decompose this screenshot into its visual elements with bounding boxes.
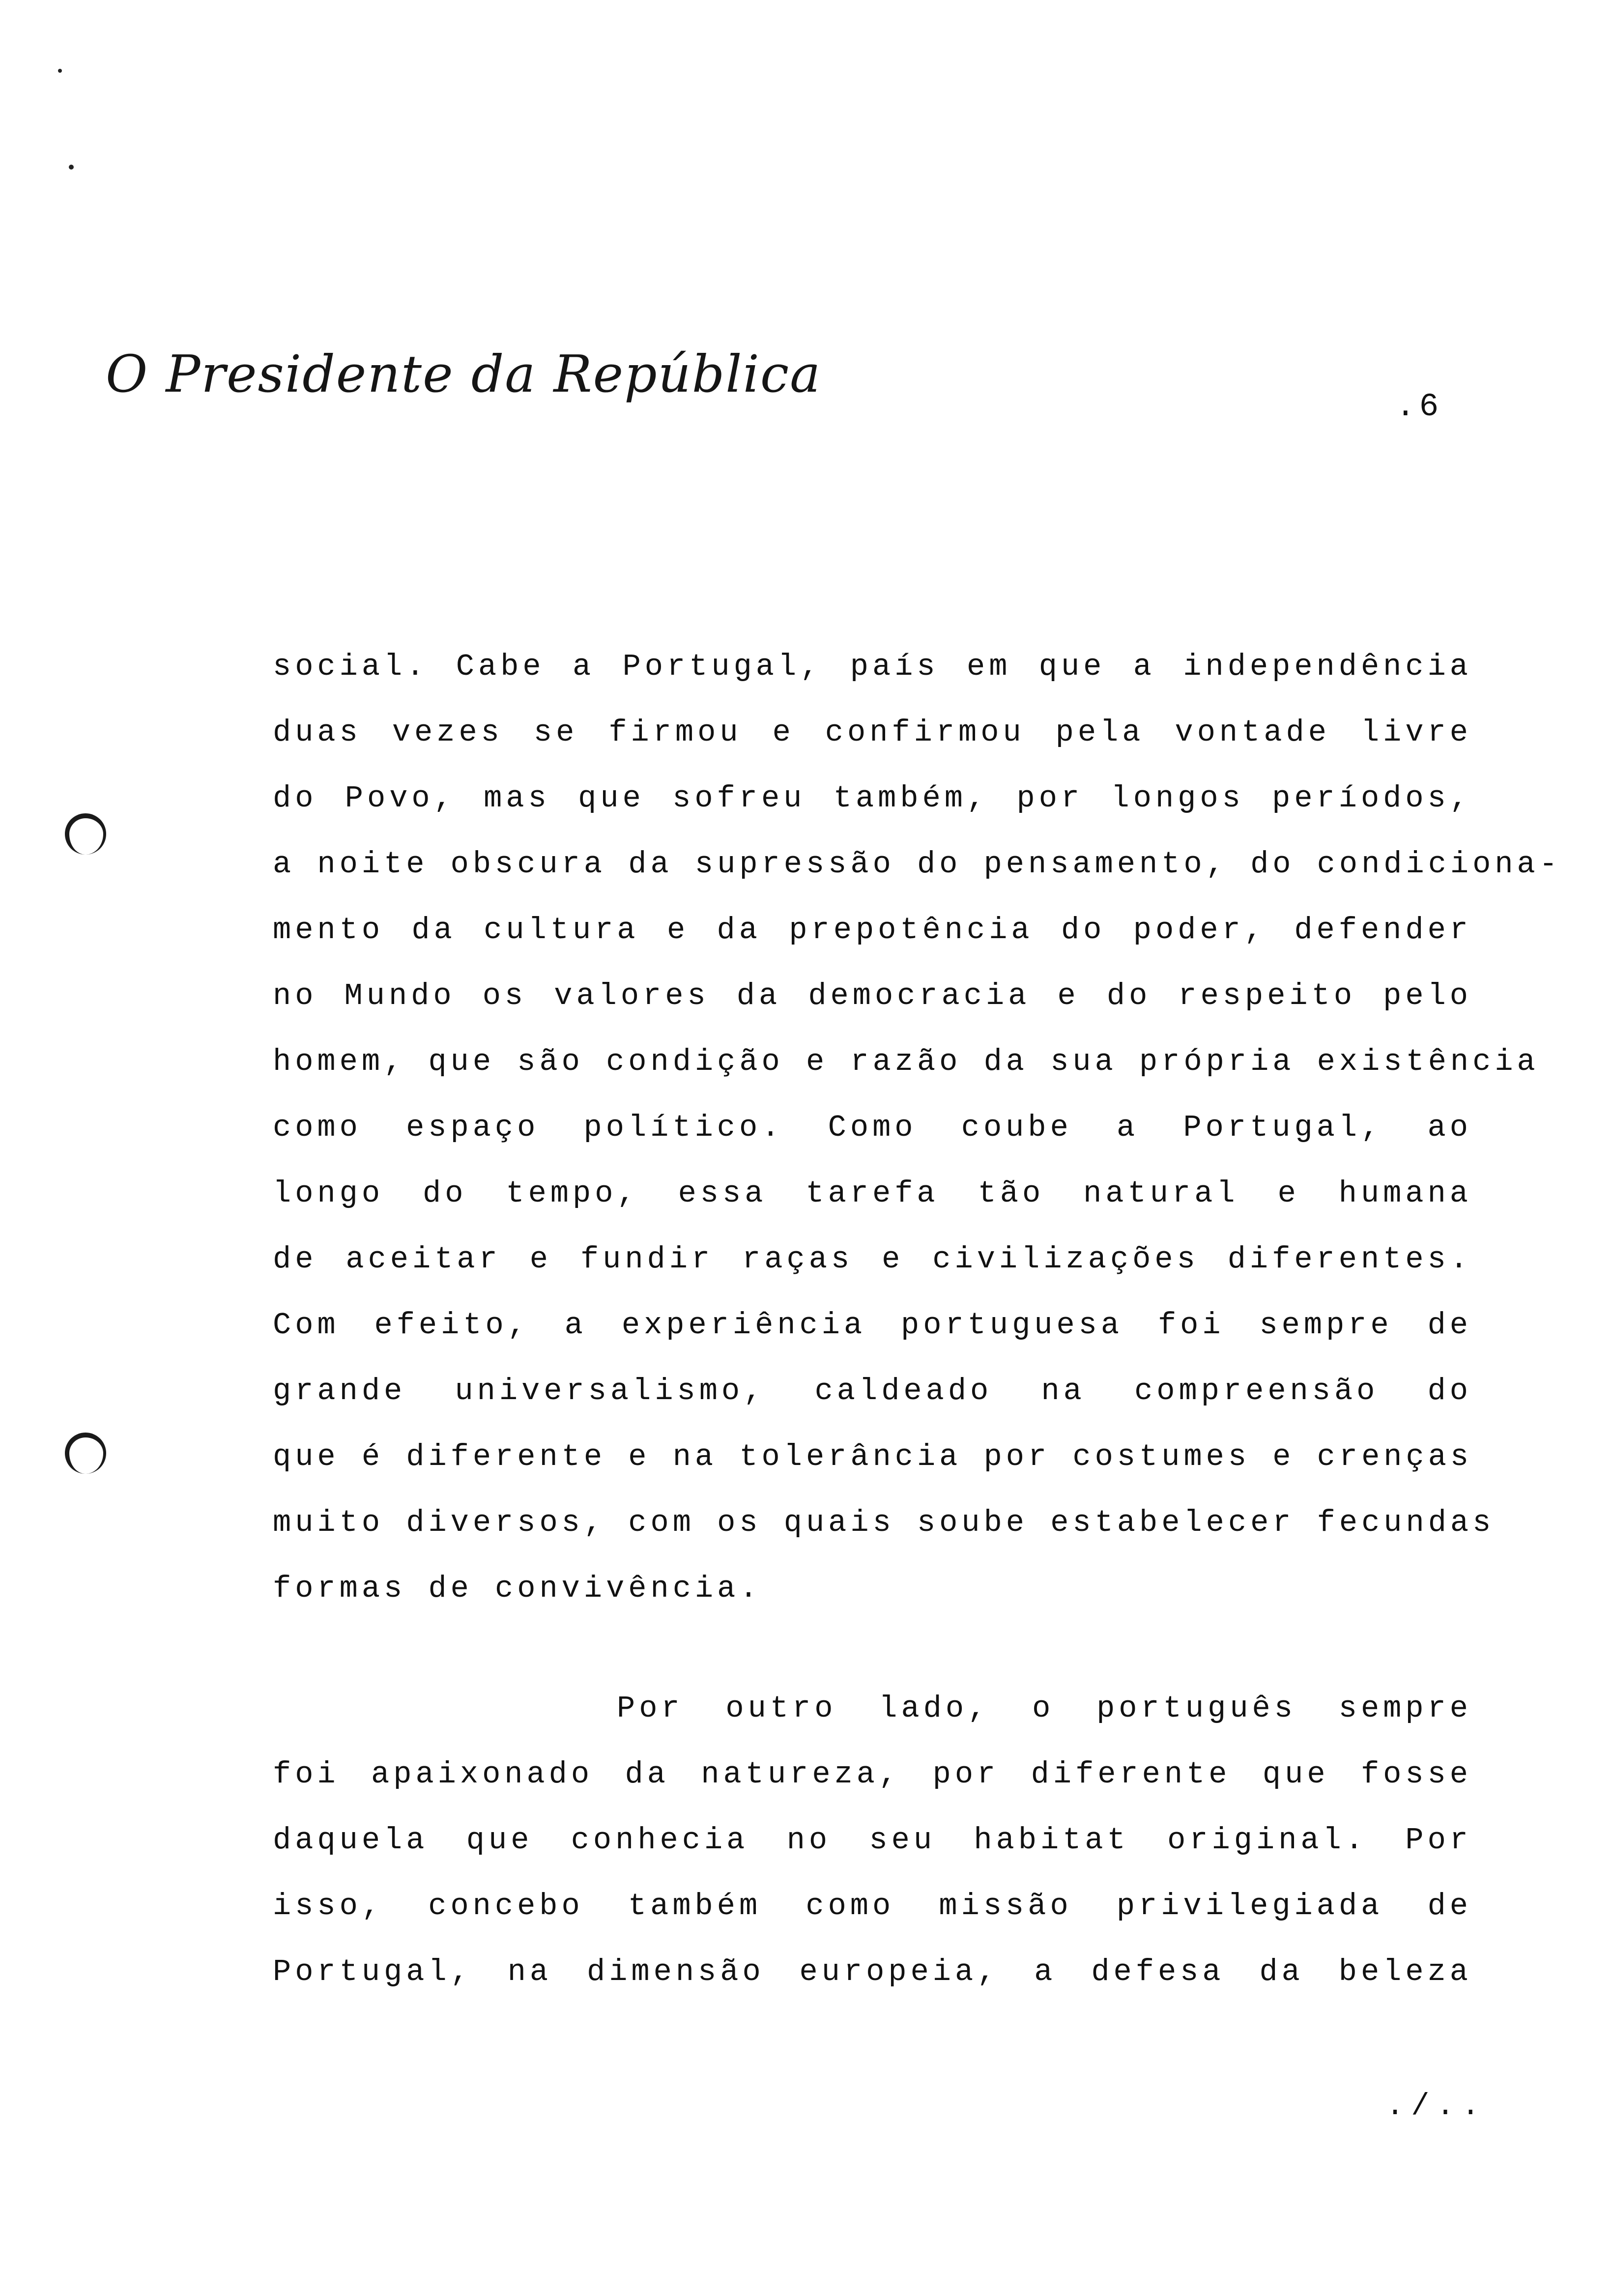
text-line: mento da cultura e da prepotência do poder, defender (273, 913, 1472, 947)
text-line: grande universalismo, caldeado na compreensão do (273, 1374, 1472, 1408)
text-line: Portugal, na dimensão europeia, a defesa da beleza (273, 1954, 1472, 1989)
continuation-mark: ./.. (1386, 2089, 1487, 2124)
punch-hole-icon (65, 1433, 106, 1474)
punch-hole-icon (65, 813, 106, 855)
text-line: Por outro lado, o português sempre (617, 1691, 1472, 1726)
text-line: como espaço político. Como coube a Portugal, ao (273, 1110, 1472, 1145)
paper-speck (69, 165, 74, 170)
text-line: foi apaixonado da natureza, por diferente que fosse (273, 1757, 1472, 1792)
text-line: a noite obscura da supressão do pensamento, do condiciona- (273, 847, 1561, 882)
letterhead: O Presidente da República (106, 344, 822, 404)
text-line: de aceitar e fundir raças e civilizações diferentes. (273, 1242, 1472, 1277)
text-line: isso, concebo também como missão privilegiada de (273, 1889, 1472, 1923)
text-line: social. Cabe a Portugal, país em que a independência (273, 649, 1472, 684)
text-line: que é diferente e na tolerância por costumes e crenças (273, 1439, 1473, 1474)
paragraph-1 (273, 634, 1561, 1622)
text-line: longo do tempo, essa tarefa tão natural e humana (273, 1176, 1472, 1211)
text-line: homem, que são condição e razão da sua própria existência (273, 1044, 1539, 1079)
text-line: daquela que conhecia no seu habitat original. Por (273, 1823, 1472, 1858)
paper-speck (58, 69, 62, 73)
text-line: muito diversos, com os quais soube estabelecer fecundas (273, 1505, 1495, 1540)
text-line: duas vezes se firmou e confirmou pela vontade livre (273, 715, 1472, 750)
paragraph-2 (273, 1676, 1472, 2005)
text-line: no Mundo os valores da democracia e do respeito pelo (273, 978, 1472, 1013)
text-line: formas de convivência. (273, 1571, 762, 1606)
page-number: .6 (1396, 388, 1443, 425)
text-line: Com efeito, a experiência portuguesa foi sempre de (273, 1308, 1472, 1343)
text-line: do Povo, mas que sofreu também, por longos períodos, (273, 781, 1472, 816)
